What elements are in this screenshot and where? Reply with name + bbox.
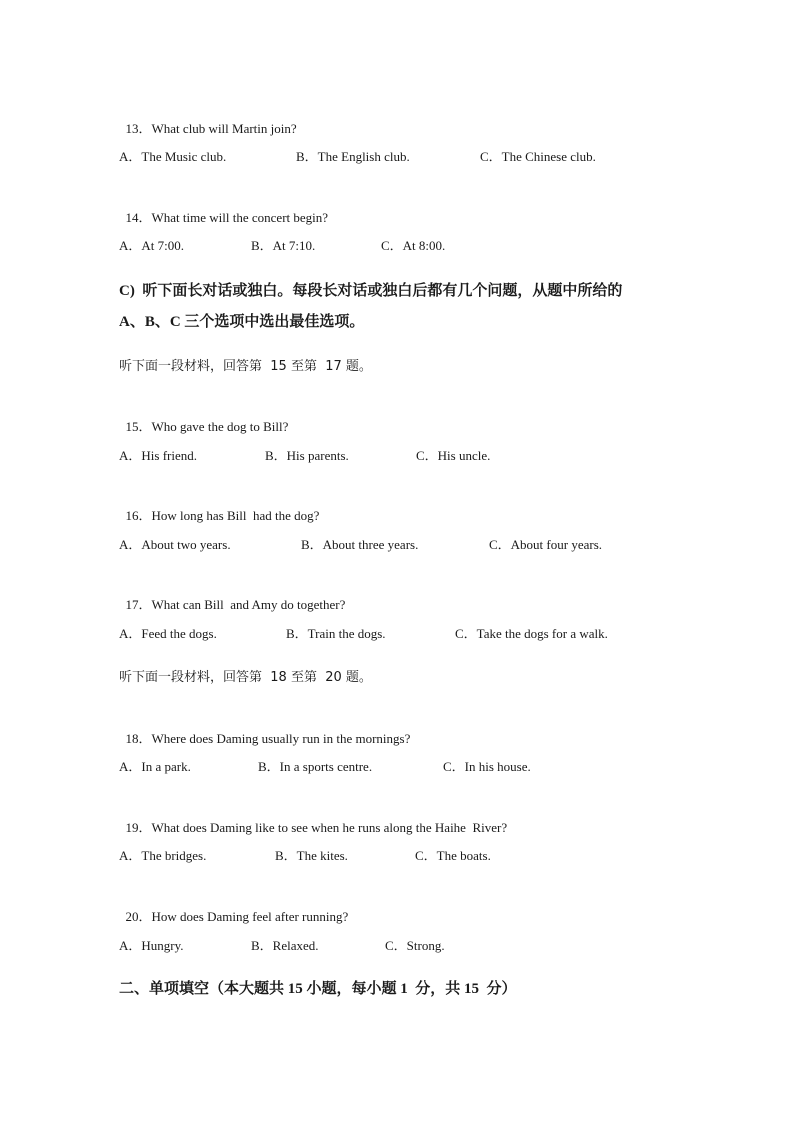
question-text: What does Daming like to see when he runs along the Haihe River? <box>151 820 508 835</box>
option-b: B．The kites. <box>275 848 348 863</box>
question-number: 17． <box>125 597 152 612</box>
question-number: 19． <box>125 820 152 835</box>
material-instruction-1: 听下面一段材料，回答第 15 至第 17 题。 <box>119 359 372 374</box>
option-b: B．His parents. <box>265 448 349 463</box>
section-c-heading-line1: C) 听下面长对话或独白。每段长对话或独白后都有几个问题，从题中所给的 <box>119 283 623 299</box>
question-15 <box>119 403 288 435</box>
question-text: How long has Bill had the dog? <box>151 508 320 523</box>
question-number: 14． <box>125 210 152 225</box>
option-a: A．His friend. <box>119 448 197 463</box>
option-a: A．At 7:00. <box>119 238 185 253</box>
question-16 <box>119 492 319 524</box>
option-a: A．About two years. <box>119 537 231 552</box>
question-text: What can Bill and Amy do together? <box>151 597 346 612</box>
question-text: Where does Daming usually run in the mornings? <box>151 731 411 746</box>
option-a: A．In a park. <box>119 759 191 774</box>
option-b: B．Train the dogs. <box>286 626 386 641</box>
section-c-heading-line2: A、B、C 三个选项中选出最佳选项。 <box>119 314 365 330</box>
question-18 <box>119 715 410 747</box>
option-a: A．The Music club. <box>119 149 227 164</box>
question-text: How does Daming feel after running? <box>151 909 349 924</box>
question-17 <box>119 581 345 613</box>
option-c: C．The boats. <box>415 848 491 863</box>
option-c: C．In his house. <box>443 759 531 774</box>
option-b: B．In a sports centre. <box>258 759 373 774</box>
option-a: A．The bridges. <box>119 848 207 863</box>
option-b: B．The English club. <box>296 149 410 164</box>
option-a: A．Hungry. <box>119 938 184 953</box>
option-c: C．The Chinese club. <box>480 149 596 164</box>
option-b: B．About three years. <box>301 537 419 552</box>
option-b: B．At 7:10. <box>251 238 316 253</box>
question-number: 16． <box>125 508 152 523</box>
material-instruction-2: 听下面一段材料，回答第 18 至第 20 题。 <box>119 670 372 685</box>
option-b: B．Relaxed. <box>251 938 319 953</box>
option-c: C．Strong. <box>385 938 445 953</box>
option-c: C．At 8:00. <box>381 238 446 253</box>
section-2-heading: 二、单项填空（本大题共 15 小题，每小题 1 分，共 15 分） <box>119 981 517 997</box>
option-a: A．Feed the dogs. <box>119 626 217 641</box>
question-number: 18． <box>125 731 152 746</box>
question-text: Who gave the dog to Bill? <box>151 419 289 434</box>
question-20 <box>119 893 348 925</box>
question-number: 13． <box>125 121 152 136</box>
option-c: C．About four years. <box>489 537 603 552</box>
question-number: 15． <box>125 419 152 434</box>
question-19 <box>119 804 507 836</box>
question-text: What club will Martin join? <box>151 121 297 136</box>
question-14 <box>119 194 328 226</box>
question-number: 20． <box>125 909 152 924</box>
question-13 <box>119 105 297 137</box>
option-c: C．His uncle. <box>416 448 491 463</box>
question-text: What time will the concert begin? <box>151 210 329 225</box>
option-c: C．Take the dogs for a walk. <box>455 626 608 641</box>
